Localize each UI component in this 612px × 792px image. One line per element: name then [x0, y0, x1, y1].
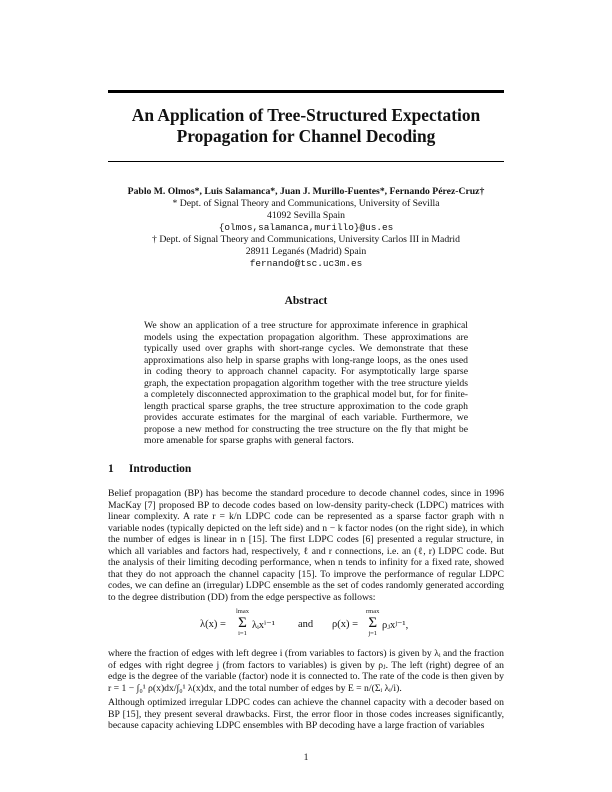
intro-paragraph-3: Although optimized irregular LDPC codes can achieve the channel capacity with a decoder based on BP [15], they present several drawbacks. First, the error floor in those codes increases significantly, because capacity achieving LDPC ensembles with BP decoding have a large fraction of variables [108, 697, 504, 731]
title-top-rule [108, 90, 504, 93]
title-bottom-rule [108, 161, 504, 162]
eq-rho-upper: rmax [366, 608, 380, 615]
degree-distribution-equation [108, 606, 504, 644]
affiliation-2-email: fernando@tsc.uc3m.es [249, 258, 363, 269]
intro-paragraph-2: where the fraction of edges with left degree i (from variables to factors) is given by λᵢ and the fraction of edges with right degree j (from factors to variables) is given by ρⱼ. The left (right) degree of an edge is the degree of the variable (factor) node it is connected to. The rate of the code is then given by r = 1 − ∫₀¹ ρ(x)dx/∫₀¹ λ(x)dx, and the total number of edges by E = n/(Σᵢ λᵢ/i). [108, 648, 504, 694]
eq-rho-term: ρⱼxʲ⁻¹, [382, 620, 409, 631]
eq-rho-lower: j=1 [368, 630, 378, 637]
affiliation-2-address: 28911 Leganés (Madrid) Spain [245, 246, 367, 257]
author-names: Pablo M. Olmos*, Luis Salamanca*, Juan J. Murillo-Fuentes*, Fernando Pérez-Cruz† [127, 186, 485, 197]
page-number: 1 [303, 752, 309, 763]
section-title: Introduction [128, 463, 192, 475]
eq-rho-sum: rmax Σ j=1 [366, 608, 380, 637]
abstract-text: We show an application of a tree structure for approximate inference in graphical models using the expectation propagation algorithm. These approximations are typically used over graphs with short-range cycles. We demonstrate that these approximations also help in sparse graphs with long-range loops, as the ones used in coding theory to approach channel capacity. For asymptotically large sparse graph, the expectation propagation algorithm together with the tree structure yields a completely disconnected approximation to the graphical model but, for for finite-length practical sparse graphs, the tree structure approximation to the code graph provides accurate estimates for the marginal of each variable. Furthermore, we propose a new method for constructing the tree structure on the fly that might be more amenable for sparse graphs with general factors. [144, 320, 468, 446]
eq-rho-lhs: ρ(x) = [332, 619, 359, 630]
intro-paragraph-1: Belief propagation (BP) has become the standard procedure to decode channel codes, since in 1996 MacKay [7] proposed BP to decode codes based on low-density parity-check (LDPC) matrices with linear complexity. A rate r = k/n LDPC code can be represented as a sparse factor graph with n variable nodes (typically depicted on the left side) and n − k factor nodes (on the right side), in which the number of edges is linear in n [15]. The first LDPC codes [6] presented a regular structure, in which all variables and factors had, respectively, ℓ and r connections, i.e. an (ℓ, r) LDPC code. But the analysis of their limiting decoding performance, when n tends to infinity for a fixed rate, showed that they do not approach the channel capacity [15]. To improve the performance of regular LDPC codes, we can define an (irregular) LDPC ensemble as the set of codes randomly generated according to the degree distribution (DD) from the edge perspective as follows: [108, 488, 504, 603]
eq-lambda-sum: lmax Σ i=1 [236, 608, 249, 637]
affiliation-1: * Dept. of Signal Theory and Communications, University of Sevilla [172, 198, 440, 209]
affiliation-1-email: {olmos,salamanca,murillo}@us.es [218, 222, 394, 233]
paper-title: An Application of Tree-Structured Expectation Propagation for Channel Decoding [131, 105, 481, 146]
affiliation-1-address: 41092 Sevilla Spain [266, 210, 346, 221]
eq-and: and [298, 619, 314, 630]
author-block [90, 186, 522, 270]
section-number: 1 [108, 463, 114, 475]
eq-lambda-lhs: λ(x) = [200, 619, 226, 630]
abstract-heading: Abstract [284, 295, 328, 307]
affiliation-2: † Dept. of Signal Theory and Communications, University Carlos III in Madrid [152, 234, 460, 245]
section-heading [108, 463, 191, 475]
eq-lambda-upper: lmax [236, 608, 249, 615]
eq-lambda-lower: i=1 [238, 630, 247, 637]
eq-lambda-term: λᵢxⁱ⁻¹ [252, 620, 275, 631]
